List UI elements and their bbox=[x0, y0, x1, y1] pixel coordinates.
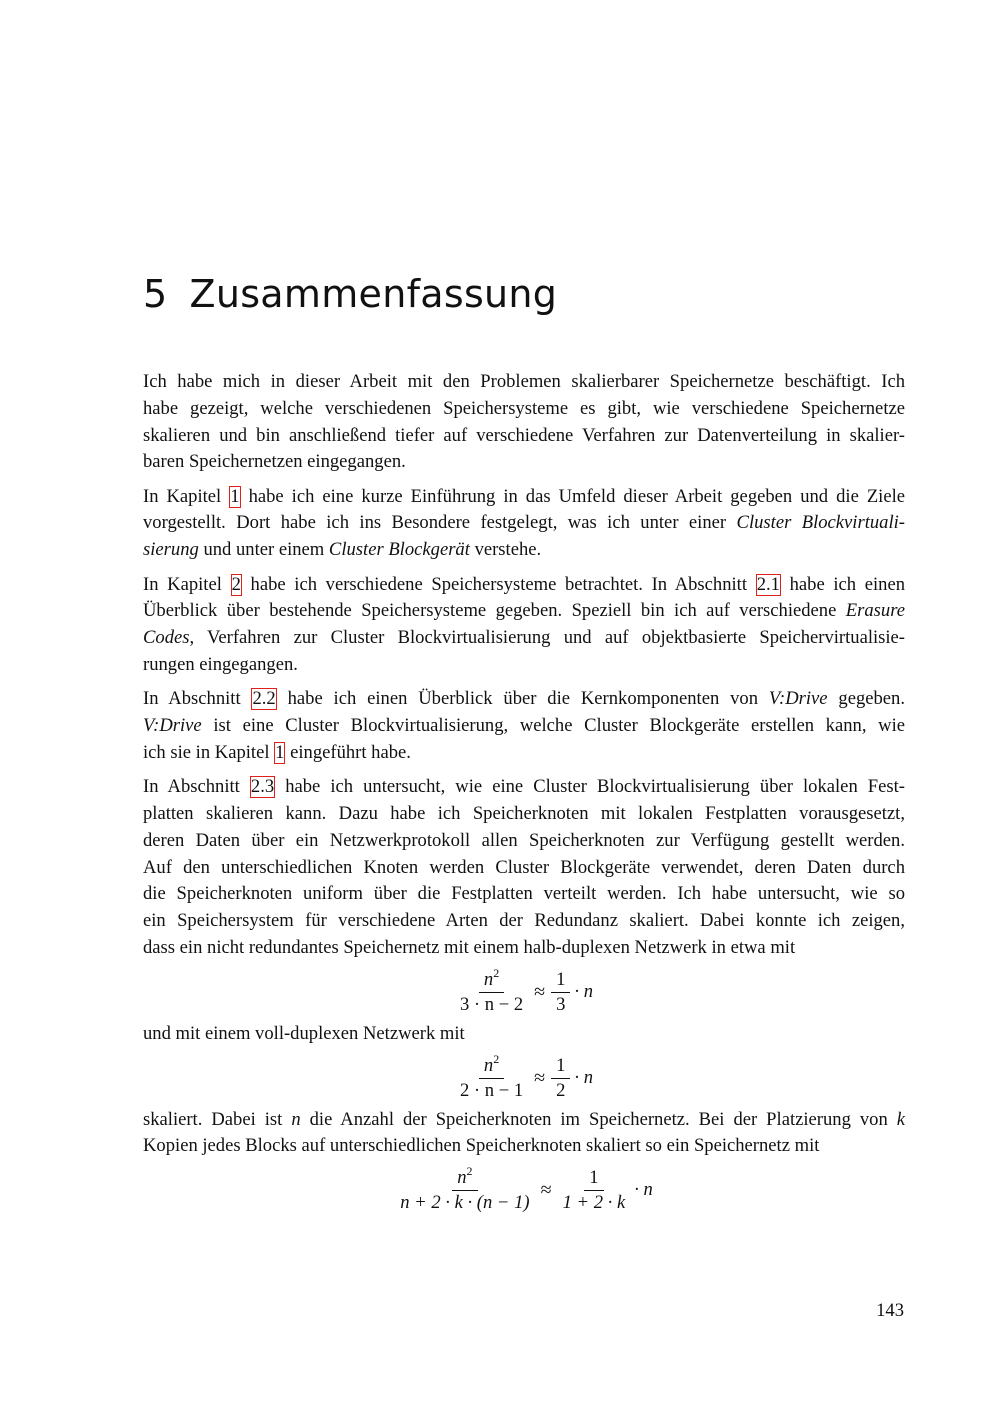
multiplier: · n bbox=[634, 1179, 653, 1201]
text-run: , Verfahren zur Cluster Blockvirtualisierung und auf objektbasierte Speichervirtualisie- bbox=[189, 627, 905, 649]
text-line bbox=[143, 484, 905, 511]
formula-full-duplex bbox=[143, 1051, 905, 1103]
chapter-link-1[interactable]: 1 bbox=[230, 485, 240, 507]
paragraph-4 bbox=[143, 686, 905, 766]
text-run: habe ich einen bbox=[789, 573, 906, 595]
section-link-2-1[interactable]: 2.1 bbox=[756, 573, 780, 595]
fraction bbox=[558, 1166, 631, 1215]
variable: n bbox=[483, 1054, 494, 1076]
chapter-link-2[interactable]: 2 bbox=[231, 573, 241, 595]
multiplier: · n bbox=[574, 1066, 594, 1088]
text-line: baren Speichernetzen eingegangen. bbox=[143, 451, 406, 473]
text-line: habe gezeigt, welche verschiedenen Speichersysteme es gibt, wie verschiedene Speichernetze bbox=[143, 397, 905, 419]
emphasis-term: sierung bbox=[143, 539, 199, 561]
text-line bbox=[143, 572, 905, 599]
emphasis-term: Codes bbox=[143, 627, 190, 649]
text-run: In Kapitel bbox=[143, 485, 222, 507]
numerator: 1 bbox=[584, 1166, 603, 1191]
text-run: eingeführt habe. bbox=[290, 741, 411, 763]
numerator bbox=[479, 1051, 504, 1079]
paragraph-5 bbox=[143, 774, 905, 1215]
variable: n bbox=[291, 1108, 301, 1130]
text-run: skaliert. Dabei ist bbox=[143, 1108, 283, 1130]
numerator: 1 bbox=[551, 1054, 570, 1079]
denominator: 1 + 2 · k bbox=[562, 1192, 626, 1214]
denominator: n + 2 · k · (n − 1) bbox=[400, 1192, 530, 1214]
exponent: 2 bbox=[466, 1164, 473, 1179]
emphasis-term: Cluster Blockgerät bbox=[328, 539, 470, 561]
text-run: In Abschnitt bbox=[143, 776, 240, 798]
text-line: skalieren und bin anschließend tiefer auf verschiedene Verfahren zur Datenverteilung in skalier- bbox=[143, 424, 905, 446]
exponent: 2 bbox=[493, 1051, 500, 1066]
multiplier: · n bbox=[574, 980, 594, 1002]
emphasis-term: V:Drive bbox=[768, 688, 828, 710]
text-line bbox=[143, 740, 905, 767]
text-run: habe ich eine kurze Einführung in das Umfeld dieser Arbeit gegeben und die Ziele bbox=[248, 485, 906, 507]
text-run: habe ich verschiedene Speichersysteme betrachtet. In Abschnitt bbox=[250, 573, 748, 595]
paragraph-1 bbox=[143, 369, 905, 476]
emphasis-term: Erasure bbox=[845, 600, 905, 622]
denominator: 3 bbox=[556, 993, 566, 1015]
text-run: habe ich untersucht, wie eine Cluster Blockvirtualisierung über lokalen Fest- bbox=[285, 776, 905, 798]
numerator bbox=[479, 965, 504, 993]
text-line: deren Daten über ein Netzwerkprotokoll allen Speicherknoten zur Verfügung gestellt werden. bbox=[143, 829, 905, 851]
numerator bbox=[452, 1166, 477, 1191]
text-line: und mit einem voll-duplexen Netzwerk mit bbox=[143, 1022, 465, 1044]
chapter-title: Zusammenfassung bbox=[189, 272, 558, 316]
text-line bbox=[143, 686, 905, 713]
formula-half-duplex bbox=[143, 965, 905, 1017]
approx-symbol: ≈ bbox=[534, 1066, 546, 1089]
text-line bbox=[143, 537, 905, 564]
text-line bbox=[143, 1107, 905, 1134]
text-line: rungen eingegangen. bbox=[143, 653, 298, 675]
text-run: verstehe. bbox=[474, 539, 542, 561]
denominator: 2 bbox=[556, 1079, 566, 1101]
paragraph-3 bbox=[143, 572, 905, 679]
chapter-number: 5 bbox=[143, 272, 168, 316]
page-number: 143 bbox=[876, 1300, 904, 1321]
fraction bbox=[551, 1054, 570, 1103]
section-link-2-2[interactable]: 2.2 bbox=[252, 688, 276, 710]
text-run: vorgestellt. Dort habe ich ins Besondere festgelegt, was ich unter einer bbox=[143, 512, 727, 534]
variable: n bbox=[483, 968, 494, 990]
fraction bbox=[395, 1166, 534, 1215]
text-run: und unter einem bbox=[203, 539, 325, 561]
text-line: Auf den unterschiedlichen Knoten werden Cluster Blockgeräte verwendet, deren Daten durch bbox=[143, 856, 905, 878]
text-run: habe ich einen Überblick über die Kernkomponenten von bbox=[287, 688, 758, 710]
approx-symbol: ≈ bbox=[534, 980, 546, 1003]
formula-k-copies bbox=[143, 1166, 905, 1215]
approx-symbol: ≈ bbox=[540, 1179, 552, 1202]
variable: k bbox=[896, 1108, 906, 1130]
text-run: die Anzahl der Speicherknoten im Speichernetz. Bei der Platzierung von bbox=[309, 1108, 888, 1130]
text-line bbox=[143, 625, 905, 652]
exponent: 2 bbox=[493, 965, 500, 980]
text-run: ist eine Cluster Blockvirtualisierung, welche Cluster Blockgeräte erstellen kann, wie bbox=[213, 715, 905, 737]
emphasis-term: Cluster Blockvirtuali- bbox=[736, 512, 905, 534]
chapter-body bbox=[143, 369, 905, 1223]
text-run: gegeben. bbox=[838, 688, 906, 710]
text-run: Überblick über bestehende Speichersysteme gegeben. Speziell bin ich auf verschiedene bbox=[143, 600, 837, 622]
text-line bbox=[143, 510, 905, 537]
text-line: dass ein nicht redundantes Speichernetz mit einem halb-duplexen Netzwerk in etwa mit bbox=[143, 936, 796, 958]
text-line: platten skalieren kann. Dazu habe ich Speicherknoten mit lokalen Festplatten vorausgesetzt, bbox=[143, 802, 905, 824]
text-line bbox=[143, 713, 905, 740]
numerator: 1 bbox=[551, 968, 570, 993]
fraction bbox=[455, 1051, 528, 1103]
text-line: ein Speichersystem für verschiedene Arten der Redundanz skaliert. Dabei konnte ich zeigen, bbox=[143, 910, 905, 932]
text-line bbox=[143, 598, 905, 625]
section-link-2-3[interactable]: 2.3 bbox=[250, 776, 275, 798]
fraction bbox=[551, 968, 570, 1017]
text-run: In Abschnitt bbox=[143, 688, 241, 710]
fraction bbox=[455, 965, 528, 1017]
text-line: Kopien jedes Blocks auf unterschiedlichen Speicherknoten skaliert so ein Speichernetz mit bbox=[143, 1135, 820, 1157]
text-line bbox=[143, 774, 905, 801]
variable: n bbox=[457, 1167, 467, 1189]
text-run: ich sie in Kapitel bbox=[143, 741, 270, 763]
text-run: In Kapitel bbox=[143, 573, 222, 595]
text-line: Ich habe mich in dieser Arbeit mit den Problemen skalierbarer Speichernetze beschäftigt. Ich bbox=[143, 371, 905, 392]
denominator: 2 · n − 1 bbox=[459, 1079, 524, 1101]
denominator: 3 · n − 2 bbox=[459, 993, 524, 1015]
chapter-heading bbox=[143, 272, 557, 316]
chapter-link-1[interactable]: 1 bbox=[275, 741, 285, 763]
emphasis-term: V:Drive bbox=[143, 715, 202, 737]
paragraph-2 bbox=[143, 484, 905, 564]
text-line: die Speicherknoten uniform über die Festplatten verteilt werden. Ich habe untersucht, wie so bbox=[143, 883, 905, 905]
